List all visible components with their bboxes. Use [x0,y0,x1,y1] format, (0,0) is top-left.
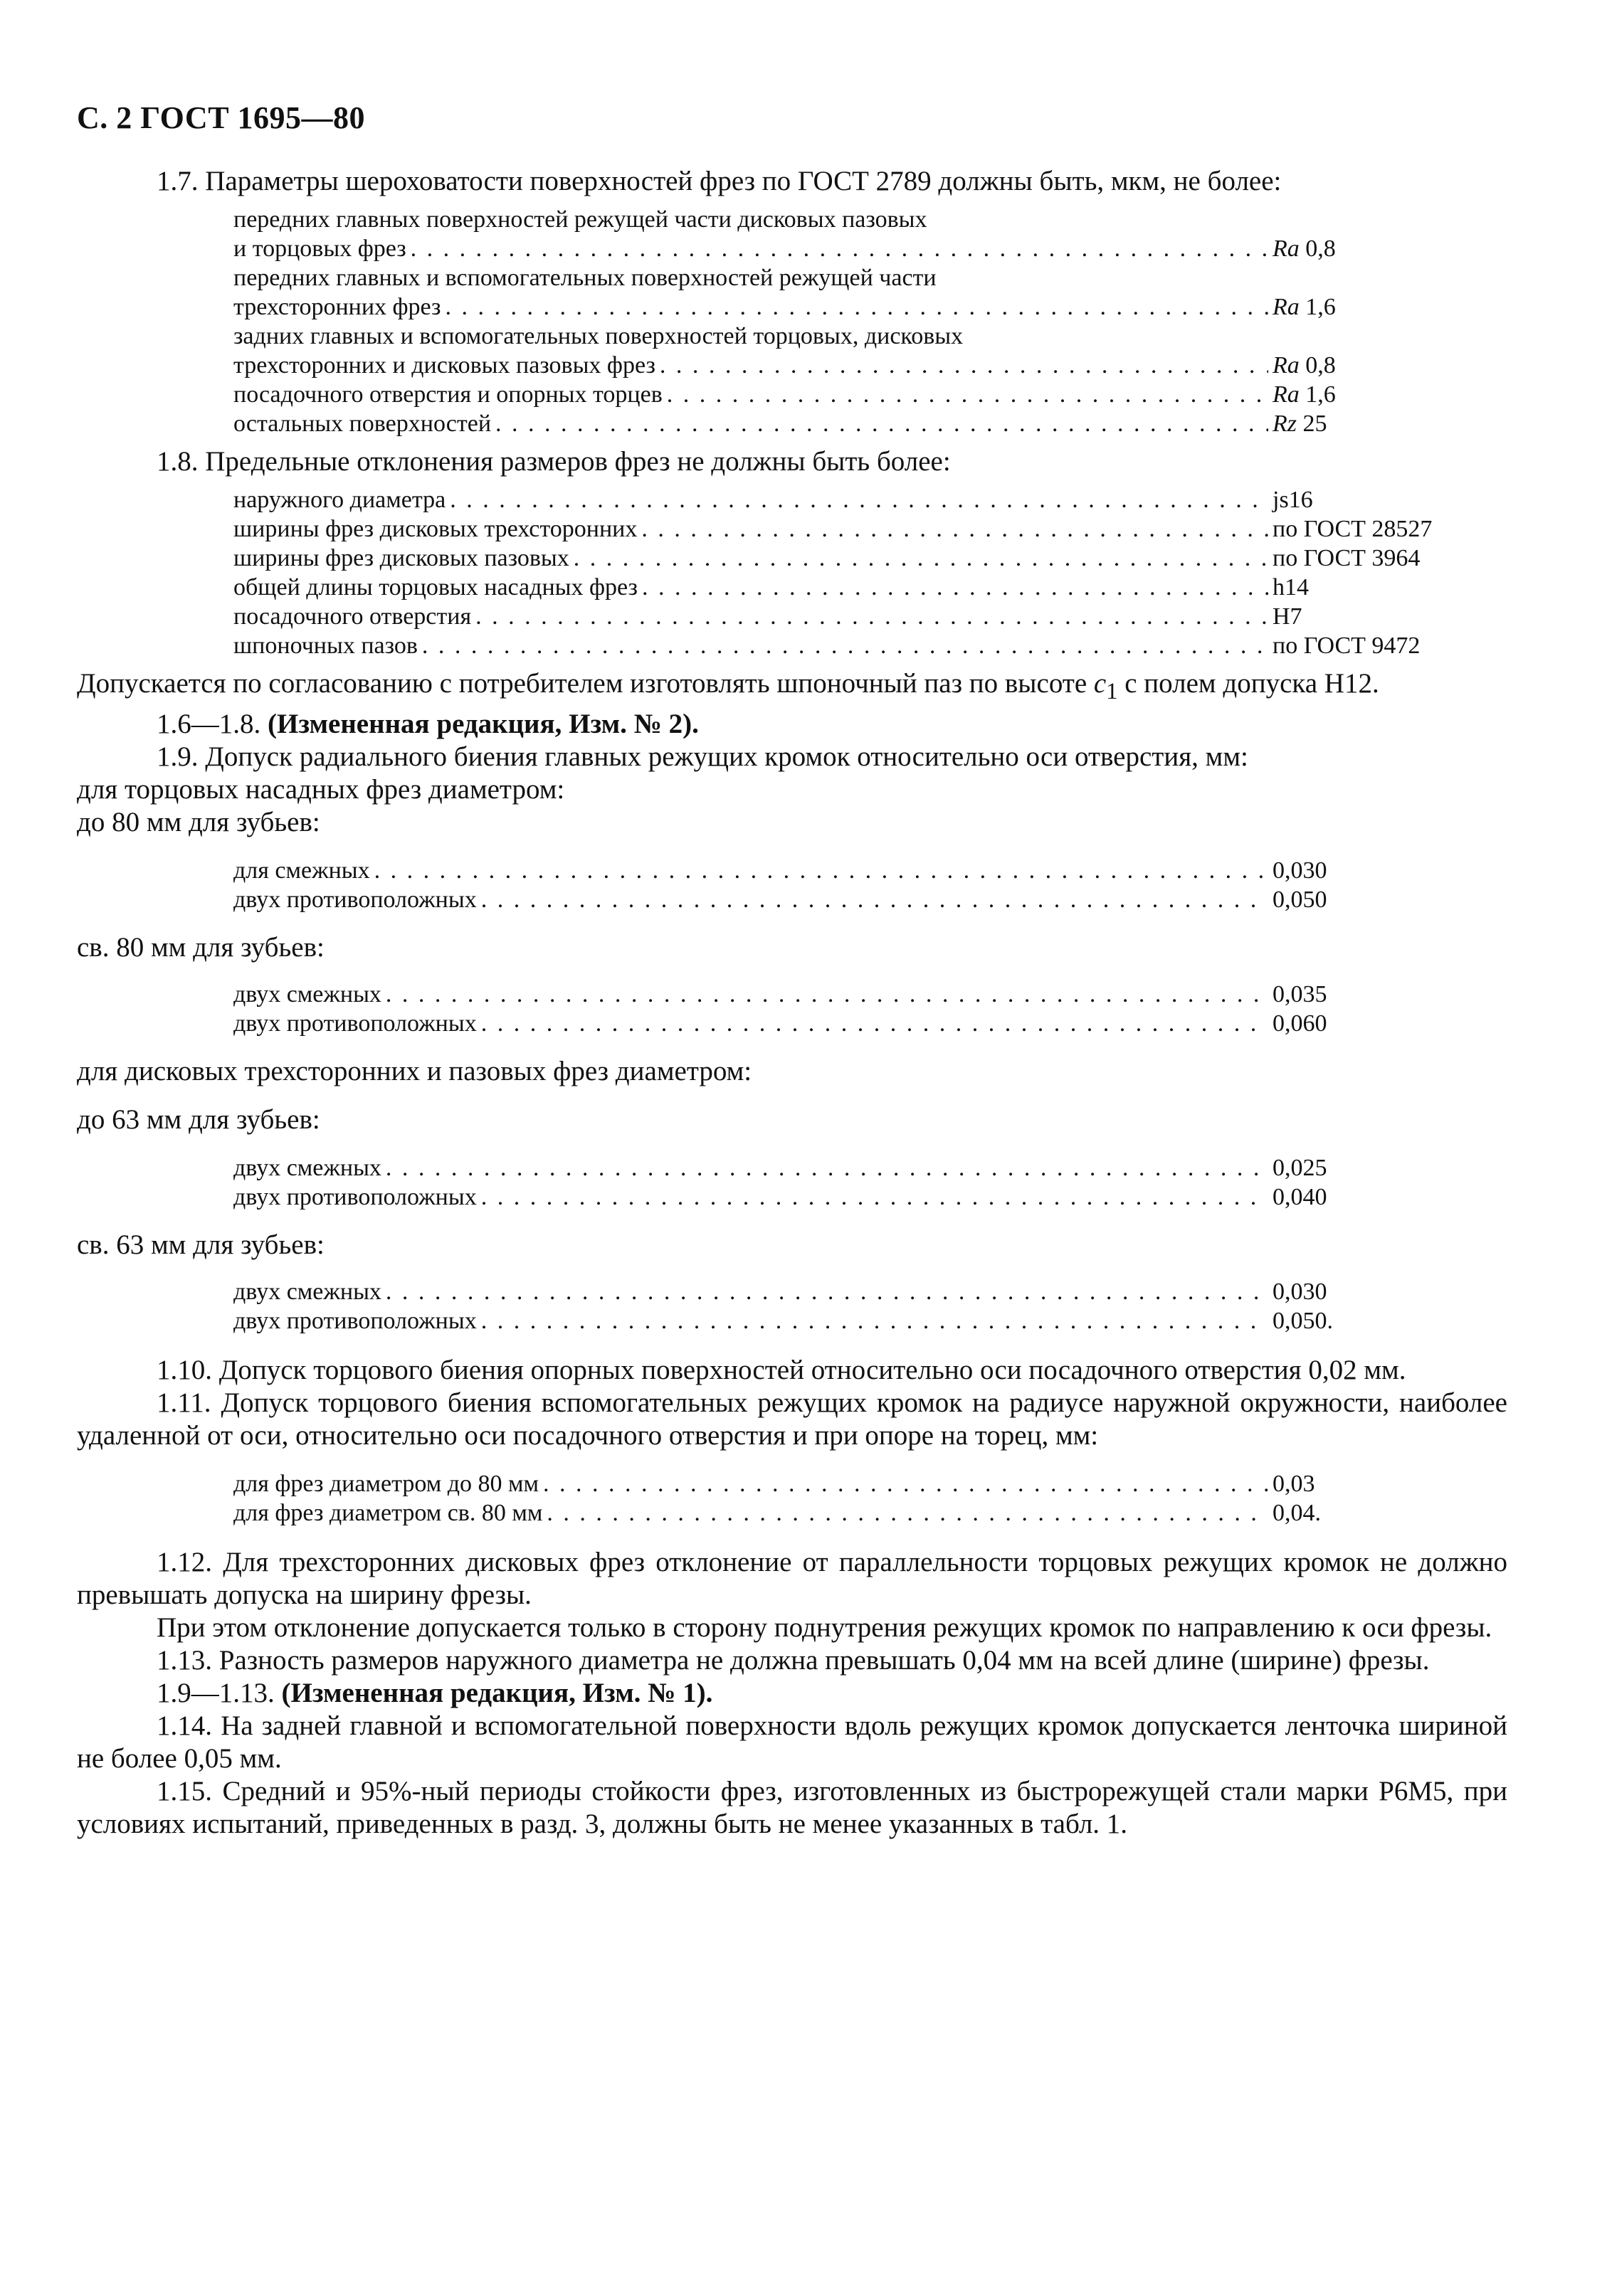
keyway-allowance-paragraph: Допускается по согласованию с потребителем изготовлять шпоночный паз по высоте $c_1$ с полем допуска H12. [77,668,1379,704]
list-item: двух смежных . . . 0,025 [233,1153,1479,1183]
list-item: ширины фрез дисковых трехсторонних . . . по ГОСТ 28527 [233,514,1479,544]
amendment-note-2: 1.9—1.13. (Измененная редакция, Изм. № 1). [157,1677,713,1708]
list-item: ширины фрез дисковых пазовых . . . по ГОСТ 3964 [233,544,1479,573]
list-item-4: посадочного отверстия и опорных торцев . . . Ra 1,6 [233,380,1479,409]
clause-1-8: 1.8. Предельные отклонения размеров фрез не должны быть более: [157,446,951,477]
list-item-5: остальных поверхностей . . . Rz 25 [233,409,1479,438]
list-item: посадочного отверстия . . . H7 [233,602,1479,631]
list-item-3: задних главных и вспомогательных поверхностей торцовых, дисковых трехсторонних и дисковых пазовых фрез . . . Ra 0,8 [233,322,1479,380]
list-item: общей длины торцовых насадных фрез . . . h14 [233,573,1479,602]
list-item-1: передних главных поверхностей режущей части дисковых пазовых и торцовых фрез . . . Ra 0,8 [233,205,1479,263]
disk-cutters-heading: для дисковых трехсторонних и пазовых фрез диаметром: [77,1055,752,1086]
clause-1-13: 1.13. Разность размеров наружного диаметра не должна превышать 0,04 мм на всей длине (ширине) фрезы. [157,1644,1430,1676]
subheading-63-a: до 63 мм для зубьев: [77,1104,320,1135]
list-item: двух смежных . . . 0,035 [233,980,1479,1009]
subheading-63-b: св. 63 мм для зубьев: [77,1229,325,1260]
face-runout-list [233,1469,1479,1528]
list-item: двух смежных . . . 0,030 [233,1277,1479,1306]
runout-list-80a [233,856,1479,914]
document-body [77,165,1507,1841]
list-item: шпоночных пазов . . . по ГОСТ 9472 [233,631,1479,660]
runout-list-63a [233,1153,1479,1212]
clause-1-12: 1.12. Для трехсторонних дисковых фрез отклонение от параллельности торцовых режущих кромок не должно превышать допуска на ширину фрезы. [77,1546,1507,1610]
list-item: наружного диаметра . . . js16 [233,485,1479,514]
clause-1-7: 1.7. Параметры шероховатости поверхностей фрез по ГОСТ 2789 должны быть, мкм, не более: [157,166,1282,196]
amendment-note-1: 1.6—1.8. (Измененная редакция, Изм. № 2). [157,708,699,739]
list-item-2: передних главных и вспомогательных поверхностей режущей части трехсторонних фрез . . . Ra 1,6 [233,263,1479,322]
list-item: двух противоположных . . . 0,050. [233,1306,1479,1335]
list-item: для фрез диаметром св. 80 мм . . . 0,04. [233,1498,1479,1528]
clause-1-15: 1.15. Средний и 95%-ный периоды стойкости фрез, изготовленных из быстрорежущей стали марки Р6М5, при условиях испытаний, приведенных в разд. 3, должны быть не менее указанных в табл. 1. [77,1775,1507,1839]
list-item: для фрез диаметром до 80 мм . . . 0,03 [233,1469,1479,1498]
deviation-list [233,485,1479,660]
subheading-80-a: до 80 мм для зубьев: [77,806,320,837]
clause-1-9-sub: для торцовых насадных фрез диаметром: [77,773,565,805]
roughness-list [233,205,1479,438]
clause-1-12-note: При этом отклонение допускается только в сторону поднутрения режущих кромок по направлению к оси фрезы. [157,1612,1492,1643]
list-item: для смежных . . . 0,030 [233,856,1479,885]
list-item: двух противоположных . . . 0,050 [233,885,1479,914]
runout-list-80b [233,980,1479,1038]
list-item: двух противоположных . . . 0,060 [233,1009,1479,1038]
clause-1-14: 1.14. На задней главной и вспомогательной поверхности вдоль режущих кромок допускается ленточка шириной не более 0,05 мм. [77,1710,1507,1774]
clause-1-11: 1.11. Допуск торцового биения вспомогательных режущих кромок на радиусе наружной окружности, наиболее удаленной от оси, относительно оси посадочного отверстия и при опоре на торец, мм: [77,1387,1507,1451]
clause-1-9: 1.9. Допуск радиального биения главных режущих кромок относительно оси отверстия, мм: [157,741,1248,772]
runout-list-63b [233,1277,1479,1335]
subheading-80-b: св. 80 мм для зубьев: [77,931,325,963]
clause-1-10: 1.10. Допуск торцового биения опорных поверхностей относительно оси посадочного отверстия 0,02 мм. [157,1354,1406,1385]
list-item: двух противоположных . . . 0,040 [233,1183,1479,1212]
page-header: С. 2 ГОСТ 1695—80 [77,100,366,135]
